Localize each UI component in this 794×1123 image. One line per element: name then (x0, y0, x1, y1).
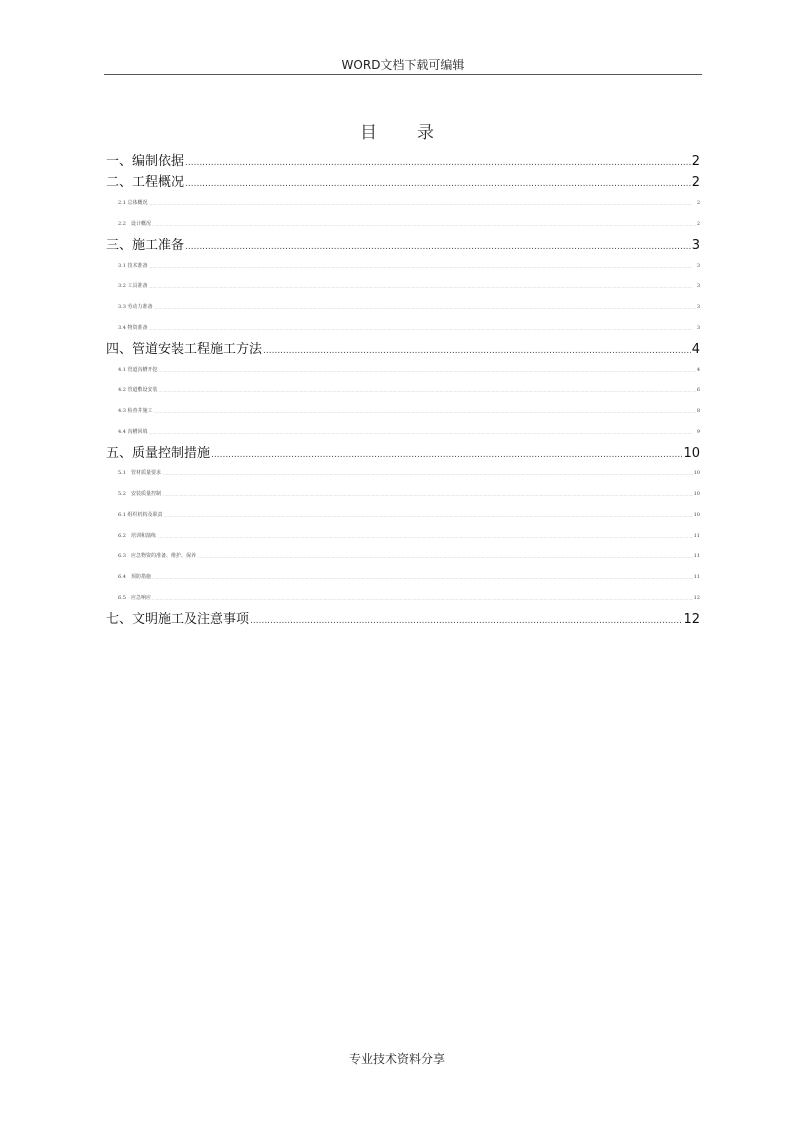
footer-text: 专业技术资料分享 (348, 1052, 445, 1066)
toc-entry-label: 五、质量控制措施 (106, 446, 211, 461)
toc-leader (149, 326, 696, 332)
toc-entry[interactable] (106, 552, 700, 560)
toc-leader (149, 430, 696, 436)
toc-entry-label: 一、编制依据 (106, 154, 185, 169)
toc-entry-page: 10 (693, 491, 700, 497)
toc-entry-page: 2 (691, 175, 700, 190)
toc-entry-label: 七、文明施工及注意事项 (106, 612, 250, 627)
toc-entry-label: 4.1 管道沟槽开挖 (118, 367, 158, 373)
toc-entry-page: 11 (693, 553, 700, 559)
toc-entry-page: 8 (696, 408, 700, 414)
toc-leader (149, 201, 696, 207)
toc-entry[interactable] (106, 594, 700, 602)
toc-entry[interactable] (106, 407, 700, 415)
toc-entry-page: 12 (683, 612, 700, 627)
toc-leader (250, 614, 682, 628)
toc-entry-page: 4 (691, 342, 700, 357)
toc-leader (149, 264, 696, 270)
toc-entry-label: 3.1 技术准备 (118, 263, 148, 269)
toc-entry[interactable] (106, 220, 700, 228)
toc-entry-label: 4.2 管道敷设安装 (118, 387, 158, 393)
toc-leader (159, 388, 696, 394)
page-footer (0, 1050, 794, 1067)
toc-entry-page: 3 (696, 304, 700, 310)
toc-title (0, 118, 794, 143)
toc-leader (159, 368, 696, 374)
toc-entry[interactable] (106, 532, 700, 540)
toc-leader (152, 596, 693, 602)
toc-entry-page: 6 (696, 387, 700, 393)
toc-leader (149, 284, 696, 290)
toc-entry-label: 6.2 培训和演练 (118, 533, 156, 539)
toc-entry[interactable] (106, 199, 700, 207)
toc-leader (185, 240, 691, 254)
toc-entry[interactable] (106, 490, 700, 498)
page-header (104, 56, 702, 75)
toc-entry-label: 2.2 设计概况 (118, 221, 151, 227)
toc-entry-label: 5.2 安装质量控制 (118, 491, 161, 497)
toc-leader (185, 156, 691, 170)
toc-leader (157, 534, 693, 540)
toc-entry-page: 2 (696, 200, 700, 206)
toc-entry[interactable] (106, 446, 700, 462)
toc-leader (263, 344, 691, 358)
toc-entry[interactable] (106, 428, 700, 436)
toc-entry-label: 三、施工准备 (106, 238, 185, 253)
toc-entry-label: 6.4 预防措施 (118, 574, 151, 580)
toc-leader (154, 409, 696, 415)
toc-entry-page: 2 (696, 221, 700, 227)
toc-entry[interactable] (106, 303, 700, 311)
toc-entry[interactable] (106, 175, 700, 191)
toc-entry-label: 4.3 检查井施工 (118, 408, 153, 414)
toc-leader (162, 471, 693, 477)
toc-leader (211, 448, 682, 462)
toc-entry[interactable] (106, 342, 700, 358)
toc-entry-label: 4.4 沟槽回填 (118, 429, 148, 435)
toc-title-part1: 目 (360, 123, 377, 143)
toc-entry-label: 6.3 应急物资的准备、维护、保养 (118, 553, 196, 559)
toc-entry[interactable] (106, 366, 700, 374)
toc-entry-page: 3 (691, 238, 700, 253)
toc-leader (162, 492, 693, 498)
toc-title-part2: 录 (417, 123, 434, 143)
toc-entry[interactable] (106, 262, 700, 270)
header-text: WORD文档下载可编辑 (341, 58, 465, 72)
toc-leader (154, 305, 696, 311)
toc-entry-page: 2 (691, 154, 700, 169)
toc-entry-page: 10 (693, 512, 700, 518)
toc-entry-label: 6.1 组织机构及职责 (118, 512, 163, 518)
toc-entry-page: 10 (683, 446, 700, 461)
toc-entry-page: 9 (696, 429, 700, 435)
toc-entry-label: 6.5 应急响应 (118, 595, 151, 601)
toc-entry[interactable] (106, 386, 700, 394)
toc-leader (164, 513, 693, 519)
toc-entry-label: 四、管道安装工程施工方法 (106, 342, 263, 357)
toc-entry[interactable] (106, 154, 700, 170)
toc-entry-label: 3.4 物资准备 (118, 325, 148, 331)
toc-entry-page: 4 (696, 367, 700, 373)
toc-leader (152, 222, 696, 228)
toc-entry[interactable] (106, 282, 700, 290)
toc-entry-page: 3 (696, 325, 700, 331)
toc-entry-page: 3 (696, 263, 700, 269)
toc-entry-page: 3 (696, 283, 700, 289)
toc-entry-label: 2.1 总体概况 (118, 200, 148, 206)
toc-leader (185, 177, 691, 191)
toc-entry-label: 3.3 劳动力准备 (118, 304, 153, 310)
toc-leader (152, 575, 693, 581)
toc-entry-page: 11 (693, 533, 700, 539)
toc-entry[interactable] (106, 469, 700, 477)
toc-entry-page: 11 (693, 574, 700, 580)
toc-leader (197, 554, 693, 560)
toc-entry[interactable] (106, 573, 700, 581)
toc-entry[interactable] (106, 324, 700, 332)
toc-entry-page: 12 (693, 595, 700, 601)
toc-entry-label: 3.2 工具准备 (118, 283, 148, 289)
toc-entry[interactable] (106, 612, 700, 628)
toc-entry-label: 5.1 管材质量要求 (118, 470, 161, 476)
toc-entry[interactable] (106, 511, 700, 519)
toc-entry-label: 二、工程概况 (106, 175, 185, 190)
toc-entry-page: 10 (693, 470, 700, 476)
toc-entry[interactable] (106, 238, 700, 254)
